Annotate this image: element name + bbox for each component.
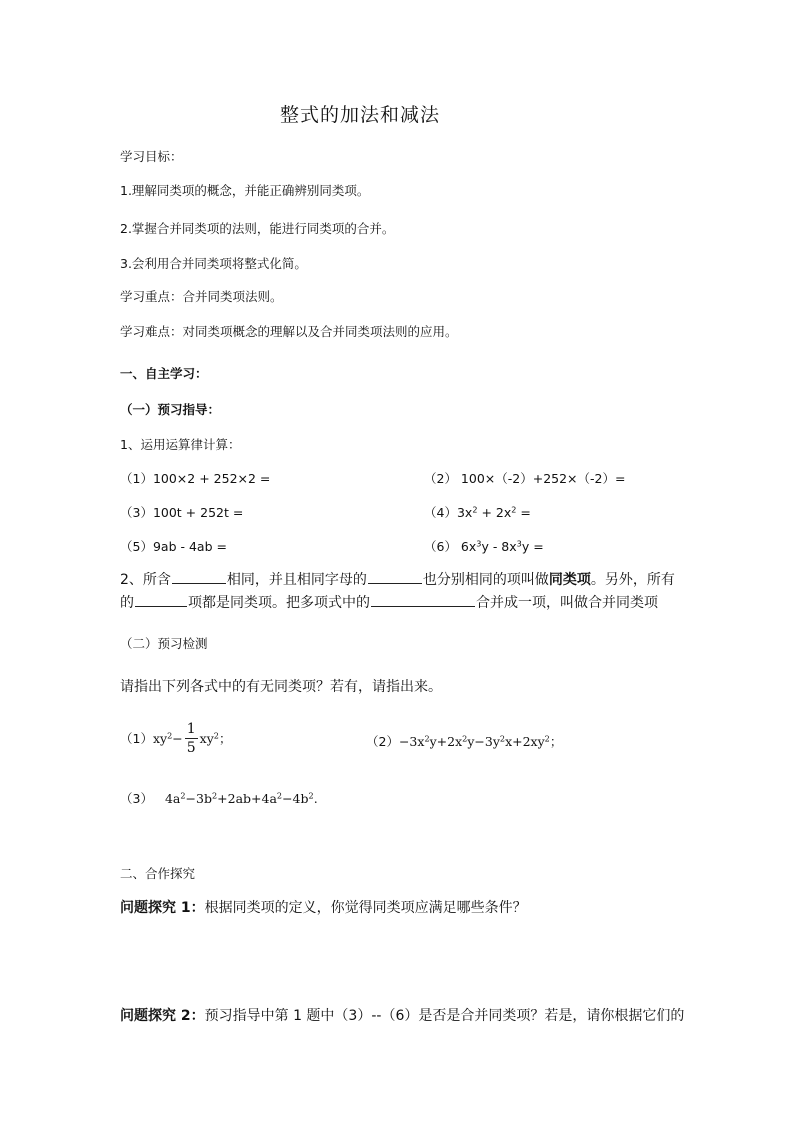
subsection-heading-1: （一）预习指导： bbox=[120, 402, 221, 417]
section-heading-2: 二、合作探究 bbox=[120, 866, 196, 881]
calc-item-5: （5）9ab - 4ab = bbox=[120, 539, 227, 554]
subsection-heading-2: （二）预习检测 bbox=[120, 636, 208, 651]
fraction: $\frac{1}{5}$ bbox=[186, 720, 196, 756]
objective-item: 2.掌握合并同类项的法则，能进行同类项的合并。 bbox=[120, 221, 395, 236]
question-1-label: 1、运用运算律计算： bbox=[120, 437, 241, 452]
check-prompt: 请指出下列各式中的有无同类项？若有，请指出来。 bbox=[120, 679, 442, 695]
answer-blank[interactable] bbox=[172, 569, 226, 584]
calc-item-3: （3）100t + 252t = bbox=[120, 505, 244, 520]
fill-in-line-2: 的 项都是同类项。把多项式中的 合并成一项，叫做合并同类项 bbox=[120, 592, 658, 612]
check-item-1: （1） $xy^2-$ $\frac{1}{5}$ $xy^2$ ； bbox=[120, 720, 232, 756]
explore-question-2: 问题探究 2：预习指导中第 1 题中（3）--（6）是否是合并同类项？若是，请你根据它们的 bbox=[120, 1008, 685, 1024]
answer-blank[interactable] bbox=[371, 592, 475, 607]
page-title: 整式的加法和减法 bbox=[280, 104, 441, 126]
calc-item-6: （6） $6x^3y - 8x^3y$ = bbox=[424, 538, 544, 554]
objectives-heading: 学习目标： bbox=[120, 149, 183, 164]
calc-item-1: （1）100×2 + 252×2 = bbox=[120, 471, 271, 486]
calc-item-4: $(4)3x^2 + 2x^2$ = bbox=[424, 504, 531, 520]
section-heading-1: 一、自主学习： bbox=[120, 366, 208, 381]
fill-in-line-1: 2、所含 相同，并且相同字母的 也分别相同的项叫做同类项。另外，所有 bbox=[120, 569, 675, 589]
check-item-3: （3） $4a^2-3b^2+2ab+4a^2-4b^2$. bbox=[120, 790, 318, 806]
learning-difficulty: 学习难点：对同类项概念的理解以及合并同类项法则的应用。 bbox=[120, 324, 458, 339]
check-item-2: $(2)-3x^2y+2x^2y-3y^2x+2xy^2$； bbox=[366, 733, 563, 749]
answer-blank[interactable] bbox=[368, 569, 422, 584]
objective-item: 3.会利用合并同类项将整式化简。 bbox=[120, 256, 307, 271]
calc-item-2: （2） 100×（-2）+252×（-2）= bbox=[424, 471, 626, 486]
objective-item: 1.理解同类项的概念，并能正确辨别同类项。 bbox=[120, 183, 370, 198]
learning-focus: 学习重点：合并同类项法则。 bbox=[120, 289, 283, 304]
explore-question-1: 问题探究 1：根据同类项的定义，你觉得同类项应满足哪些条件？ bbox=[120, 900, 527, 916]
answer-blank[interactable] bbox=[135, 592, 187, 607]
